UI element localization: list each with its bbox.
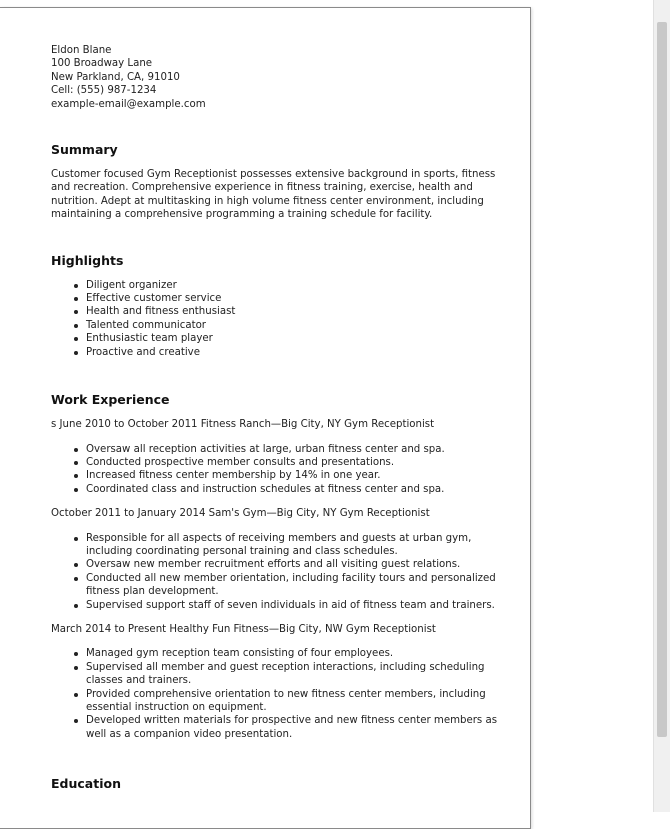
summary-text: Customer focused Gym Receptionist possesses extensive background in sports, fitness and recreation. Comprehensive experience in fitness training, exercise, health and nutrition. Adept at multitasking in high volume fitness center environment, including maintaining a comprehensive programming a training schedule for facility. [51, 169, 496, 221]
contact-block [51, 44, 516, 111]
list-item: Health and fitness enthusiast [86, 305, 516, 318]
job-1-bullets [51, 443, 516, 497]
contact-name: Eldon Blane [51, 45, 112, 56]
job-3-line: March 2014 to Present Healthy Fun Fitness—Big City, NW Gym Receptionist [51, 623, 436, 635]
list-item: Conducted all new member orientation, including facility tours and personalized fitness plan development. [86, 572, 516, 599]
list-item: Supervised support staff of seven individuals in aid of fitness team and trainers. [86, 599, 516, 612]
list-item: Increased fitness center membership by 14% in one year. [86, 469, 516, 482]
vertical-scrollbar[interactable] [653, 0, 670, 812]
scrollbar-thumb[interactable] [657, 22, 667, 737]
list-item: Proactive and creative [86, 346, 516, 359]
list-item: Talented communicator [86, 319, 516, 332]
list-item: Conducted prospective member consults and presentations. [86, 456, 516, 469]
contact-city: New Parkland, CA, 91010 [51, 71, 180, 83]
contact-email: example-email@example.com [51, 98, 206, 110]
list-item: Managed gym reception team consisting of four employees. [86, 647, 516, 660]
work-heading: Work Experience [51, 392, 170, 408]
education-heading: Education [51, 776, 121, 792]
highlights-heading: Highlights [51, 252, 124, 268]
job-1-line: s June 2010 to October 2011 Fitness Ranch—Big City, NY Gym Receptionist [51, 419, 435, 431]
list-item: Effective customer service [86, 292, 516, 305]
resume-page [0, 7, 531, 829]
highlights-list [51, 279, 516, 359]
list-item: Diligent organizer [86, 279, 516, 292]
list-item: Oversaw all reception activities at large, urban fitness center and spa. [86, 443, 516, 456]
job-2-line: October 2011 to January 2014 Sam's Gym—Big City, NY Gym Receptionist [51, 508, 430, 520]
list-item: Coordinated class and instruction schedules at fitness center and spa. [86, 483, 516, 496]
summary-heading: Summary [51, 142, 118, 158]
list-item: Responsible for all aspects of receiving members and guests at urban gym, including coordinating personal training and class schedules. [86, 532, 516, 559]
list-item: Enthusiastic team player [86, 332, 516, 345]
list-item: Developed written materials for prospective and new fitness center members as well as a companion video presentation. [86, 714, 516, 741]
job-3-bullets [51, 647, 516, 741]
contact-address: 100 Broadway Lane [51, 58, 153, 70]
resume-content [51, 44, 516, 791]
list-item: Oversaw new member recruitment efforts and all visiting guest relations. [86, 558, 516, 571]
list-item: Provided comprehensive orientation to new fitness center members, including essential instruction on equipment. [86, 688, 516, 715]
contact-phone: Cell: (555) 987-1234 [51, 85, 157, 97]
list-item: Supervised all member and guest reception interactions, including scheduling classes and trainers. [86, 661, 516, 688]
job-2-bullets [51, 532, 516, 612]
